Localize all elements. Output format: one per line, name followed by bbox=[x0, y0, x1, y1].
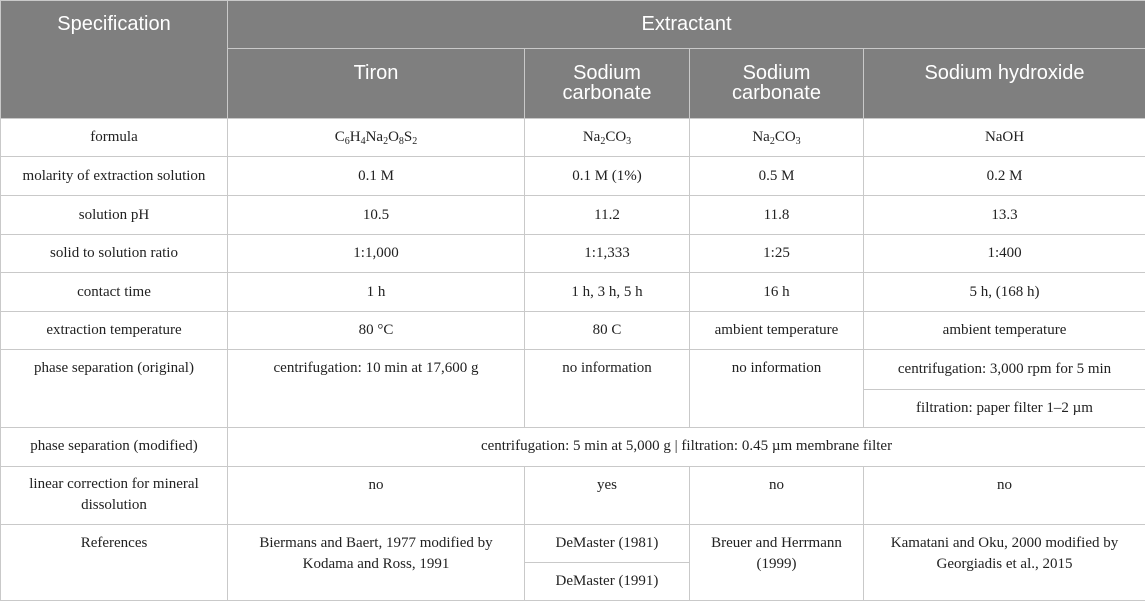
table-cell: yes bbox=[525, 466, 690, 524]
row-linear-correction bbox=[1, 466, 1145, 524]
row-phase-separation-modified bbox=[1, 427, 1145, 466]
table-cell: no information bbox=[525, 350, 690, 427]
row-formula bbox=[1, 119, 1145, 157]
table-cell: centrifugation: 3,000 rpm for 5 min bbox=[864, 350, 1145, 389]
table-cell: 1 h bbox=[228, 273, 525, 312]
table-cell: 13.3 bbox=[864, 196, 1145, 235]
table-cell: 1 h, 3 h, 5 h bbox=[525, 273, 690, 312]
table-cell: ambient temperature bbox=[864, 312, 1145, 350]
table-cell: filtration: paper filter 1–2 µm bbox=[864, 389, 1145, 427]
table-cell: Biermans and Baert, 1977 modified by Kodama and Ross, 1991 bbox=[228, 524, 525, 600]
header-specification: Specification bbox=[1, 1, 228, 119]
table-cell: 16 h bbox=[690, 273, 864, 312]
table-cell: no information bbox=[690, 350, 864, 427]
row-temperature bbox=[1, 312, 1145, 350]
header-sodium-carbonate-2: Sodium carbonate bbox=[690, 49, 864, 119]
table-cell: 11.2 bbox=[525, 196, 690, 235]
table-cell: 0.1 M (1%) bbox=[525, 157, 690, 196]
table-cell: 5 h, (168 h) bbox=[864, 273, 1145, 312]
row-label: solution pH bbox=[1, 196, 228, 235]
row-molarity bbox=[1, 157, 1145, 196]
table-cell: DeMaster (1991) bbox=[525, 562, 690, 600]
header-sodium-hydroxide: Sodium hydroxide bbox=[864, 49, 1145, 119]
table-cell: no bbox=[228, 466, 525, 524]
table-cell: 0.1 M bbox=[228, 157, 525, 196]
row-ratio bbox=[1, 235, 1145, 273]
table-cell: 10.5 bbox=[228, 196, 525, 235]
formula-sodium-hydroxide: NaOH bbox=[864, 119, 1145, 157]
header-sodium-carbonate-1: Sodium carbonate bbox=[525, 49, 690, 119]
row-label: References bbox=[1, 524, 228, 600]
row-label: phase separation (modified) bbox=[1, 427, 228, 466]
table-cell: centrifugation: 10 min at 17,600 g bbox=[228, 350, 525, 427]
table-cell: 0.2 M bbox=[864, 157, 1145, 196]
table-cell: Breuer and Herrmann (1999) bbox=[690, 524, 864, 600]
row-label: formula bbox=[1, 119, 228, 157]
table-cell: 1:400 bbox=[864, 235, 1145, 273]
row-ph bbox=[1, 196, 1145, 235]
row-label: extraction temperature bbox=[1, 312, 228, 350]
row-label: molarity of extraction solution bbox=[1, 157, 228, 196]
row-label: phase separation (original) bbox=[1, 350, 228, 427]
row-label: linear correction for mineral dissolution bbox=[1, 466, 228, 524]
table-cell: Kamatani and Oku, 2000 modified by Georgiadis et al., 2015 bbox=[864, 524, 1145, 600]
table-cell: 1:25 bbox=[690, 235, 864, 273]
header-extractant: Extractant bbox=[228, 1, 1145, 49]
header-tiron: Tiron bbox=[228, 49, 525, 119]
table-cell: 80 °C bbox=[228, 312, 525, 350]
table-cell: centrifugation: 5 min at 5,000 g | filtration: 0.45 µm membrane filter bbox=[228, 427, 1145, 466]
table-cell: ambient temperature bbox=[690, 312, 864, 350]
table-cell: 0.5 M bbox=[690, 157, 864, 196]
formula-sodium-carbonate-2: $Na_2CO_3$ bbox=[690, 119, 864, 157]
row-contact-time bbox=[1, 273, 1145, 312]
row-phase-separation-original bbox=[1, 350, 1145, 389]
formula-tiron: $C_6H_4Na_2O_8S_2$ bbox=[228, 119, 525, 157]
table-cell: DeMaster (1981) bbox=[525, 524, 690, 562]
table-cell: no bbox=[690, 466, 864, 524]
row-label: contact time bbox=[1, 273, 228, 312]
table-cell: 80 C bbox=[525, 312, 690, 350]
table-cell: no bbox=[864, 466, 1145, 524]
table-cell: 1:1,000 bbox=[228, 235, 525, 273]
table-cell: 1:1,333 bbox=[525, 235, 690, 273]
row-label: solid to solution ratio bbox=[1, 235, 228, 273]
formula-sodium-carbonate-1: $Na_2CO_3$ bbox=[525, 119, 690, 157]
table-cell: 11.8 bbox=[690, 196, 864, 235]
row-references bbox=[1, 524, 1145, 562]
